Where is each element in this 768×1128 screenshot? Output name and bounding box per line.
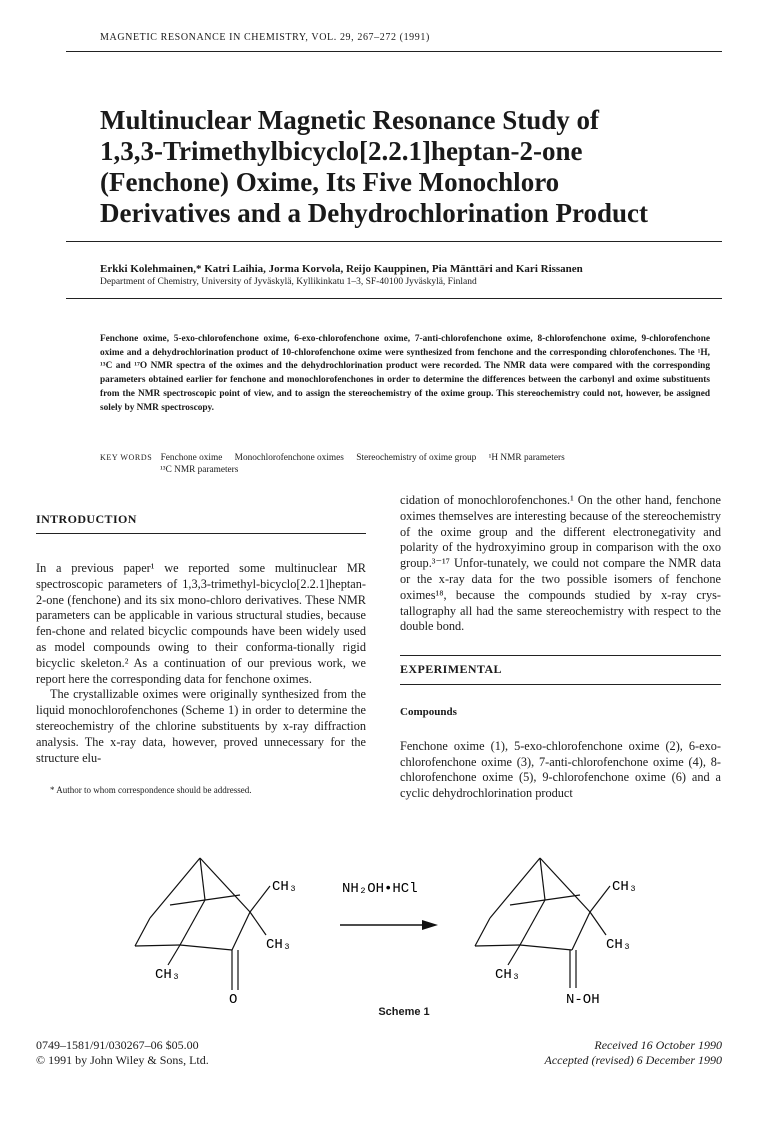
oxygen-label: O xyxy=(229,992,238,1008)
received-date: Received 16 October 1990 xyxy=(594,1038,722,1052)
affiliation-rule xyxy=(66,298,722,299)
copyright: © 1991 by John Wiley & Sons, Ltd. xyxy=(36,1053,209,1067)
scheme-caption: Scheme 1 xyxy=(378,1006,430,1018)
title-rule xyxy=(66,241,722,242)
oxime-label: N-OH xyxy=(566,992,600,1008)
keywords-label: KEY WORDS xyxy=(100,453,153,462)
title-line: Multinuclear Magnetic Resonance Study of xyxy=(100,105,599,135)
scheme-1-graphic xyxy=(0,850,768,1010)
section-rule xyxy=(400,684,721,685)
article-title xyxy=(100,105,700,229)
keyword: Stereochemistry of oxime group xyxy=(356,453,477,463)
section-rule xyxy=(36,533,366,534)
abstract: Fenchone oxime, 5-exo-chlorofenchone oxime, 6-exo-chlorofenchone oxime, 7-anti-chlorofenchone oxime, 8-chlorofenchone oxime, 9-chlorofenchone oxime and a dehydrochlorination product of 10-chlorofenchone oxime were synthesized from fenchone and the corresponding chlorofenchones. The ¹H, ¹³C and ¹⁷O NMR spectra of the oximes and the dehydrochlorination product were recorded. The NMR data were compared with the corresponding parameters obtained earlier for fenchone and monochlorofenchones in order to determine the differences between the carbonyl and oxime substituents from the NMR spectroscopic point of view, and to assign the stereochemistry of the oxime group. This stereochemistry could not, however, be assigned solely by NMR spectroscopy. xyxy=(100,334,710,413)
running-head: MAGNETIC RESONANCE IN CHEMISTRY, VOL. 29, 267–272 (1991) xyxy=(100,32,430,43)
keyword: ¹³C NMR parameters xyxy=(160,464,239,475)
experimental-heading: EXPERIMENTAL xyxy=(400,662,502,677)
title-line: Derivatives and a Dehydrochlorination Product xyxy=(100,198,649,228)
reaction-arrow xyxy=(340,920,438,930)
keyword: Fenchone oxime xyxy=(160,453,223,463)
header-rule xyxy=(66,51,722,52)
introduction-heading: INTRODUCTION xyxy=(36,512,137,526)
right-paragraph-1: cidation of monochlorofenchones.¹ On the other hand, fenchone oximes themselves are interesting because of the stereochemistry of the oxime group and the different electronegativity and polarity of the hydroxyimino group in comparison with the oxo group.³⁻¹⁷ Unfor-tunately, we could not compare the NMR data or the x-ray data for the two possible isomers of fenchone oximes¹⁸, because the compounds studied by x-ray crys-tallography all had the same stereochemistry with respect to the double bond. xyxy=(400,493,721,634)
article-code: 0749–1581/91/030267–06 $05.00 xyxy=(36,1038,199,1052)
footnote: * Author to whom correspondence should be addressed. xyxy=(50,785,252,796)
footer-left xyxy=(36,1038,336,1068)
reagent-label: NH₂OH•HCl xyxy=(342,881,418,897)
intro-paragraph-2: The crystallizable oximes were originally synthesized from the liquid monochlorofenchones (Scheme 1) in order to determine the stereochemistry of the chlorine substituents by x-ray diffraction analysis. The x-ray data, however, proved unnecessary for the structure elu- xyxy=(36,687,366,765)
accepted-date: Accepted (revised) 6 December 1990 xyxy=(544,1053,722,1067)
ch3-label: CH₃ xyxy=(155,967,181,983)
ch3-label: CH₃ xyxy=(272,879,298,895)
ch3-label: CH₃ xyxy=(612,879,638,895)
keywords xyxy=(100,452,720,476)
footer-right xyxy=(440,1038,722,1068)
keyword: Monochlorofenchone oximes xyxy=(234,453,344,463)
introduction-heading-block xyxy=(36,512,366,534)
intro-paragraph-1: In a previous paper¹ we reported some multinuclear MR spectroscopic parameters of 1,3,3-trimethyl-bicyclo[2.2.1]heptan-2-one (fenchone) and its six mono-chloro derivatives. These NMR parameters can be applicable in various structural studies, because fen-chone and related bicyclic compounds have been widely used as model compounds owing to their conforma-tionally rigid bicyclic skeleton.² As a continuation of our previous work, we report here the corresponding data for fenchone oximes. xyxy=(36,561,366,686)
title-line: 1,3,3-Trimethylbicyclo[2.2.1]heptan-2-one xyxy=(100,136,583,166)
section-rule xyxy=(400,655,721,656)
ch3-label: CH₃ xyxy=(495,967,521,983)
left-column xyxy=(36,561,366,796)
right-column xyxy=(400,493,721,802)
compounds-paragraph: Fenchone oxime (1), 5-exo-chlorofenchone oxime (2), 6-exo-chlorofenchone oxime (3), 7-anti-chlorofenchone oxime (4), 8-chlorofenchone oxime (5), 9-chlorofenchone oxime (6) and a cyclic dehydrochlorination product xyxy=(400,738,721,801)
author-list: Erkki Kolehmainen,* Katri Laihia, Jorma Korvola, Reijo Kauppinen, Pia Mänttäri and Kari Rissanen xyxy=(100,263,583,275)
ch3-label: CH₃ xyxy=(266,937,292,953)
title-line: (Fenchone) Oxime, Its Five Monochloro xyxy=(100,167,560,197)
keyword: ¹H NMR parameters xyxy=(488,453,565,463)
affiliation: Department of Chemistry, University of Jyväskylä, Kyllikinkatu 1–3, SF-40100 Jyväskylä, Finland xyxy=(100,277,477,287)
ch3-label: CH₃ xyxy=(606,937,632,953)
compounds-heading: Compounds xyxy=(400,705,457,718)
